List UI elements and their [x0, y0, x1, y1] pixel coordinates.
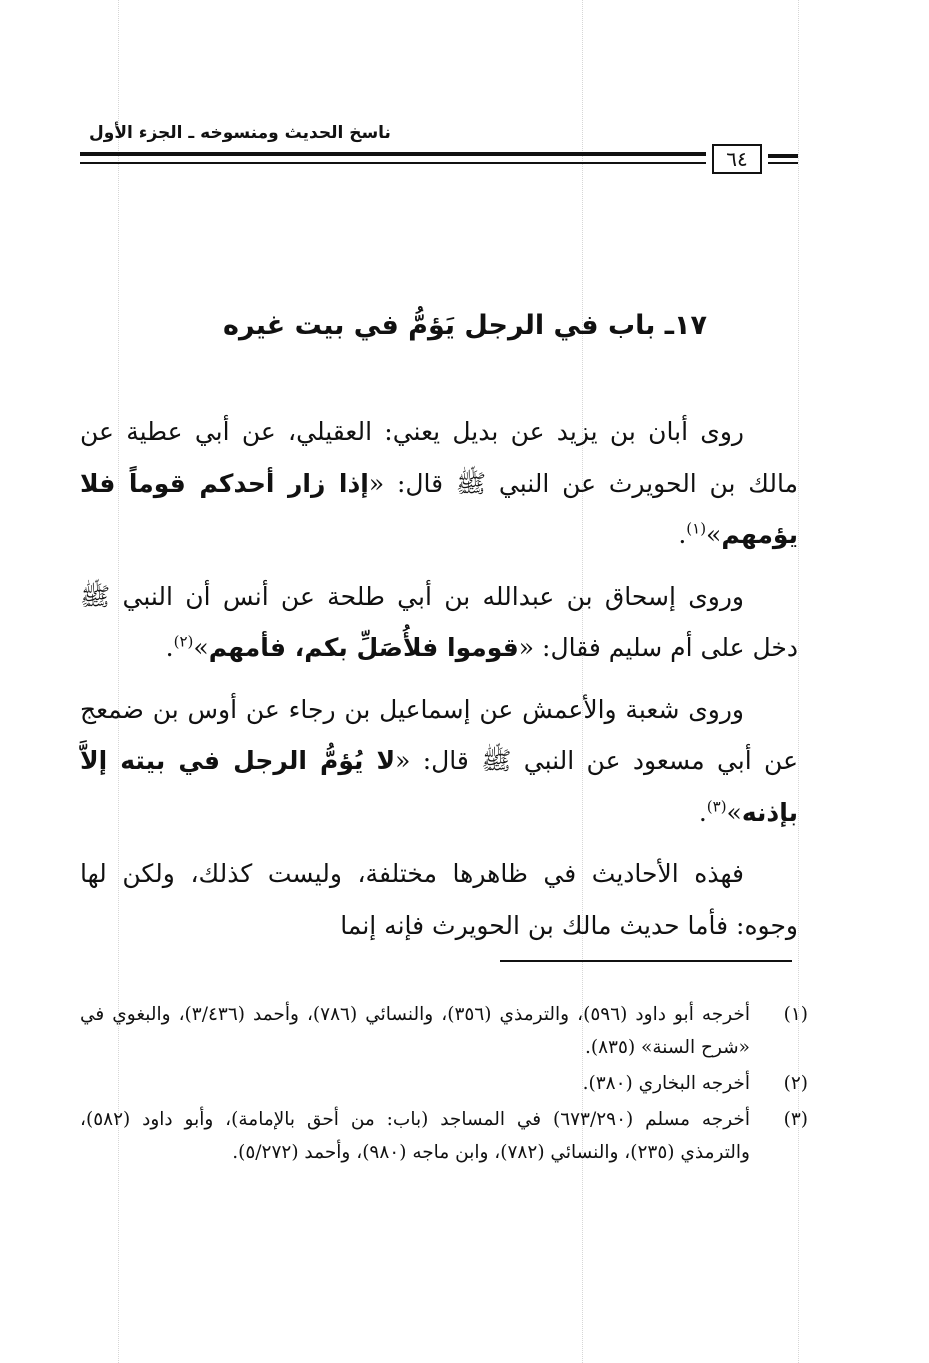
- hadith-text-2: قوموا فلأُصَلِّ بكم، فأمهم: [208, 633, 519, 662]
- hadith-text-3: لا يُؤمُّ الرجل في بيته إلاَّ بإذنه: [80, 746, 798, 827]
- quote-close: »: [193, 633, 209, 662]
- running-title: ناسخ الحديث ومنسوخه ـ الجزء الأول: [89, 123, 391, 143]
- footnote-2: [80, 1067, 808, 1100]
- paragraph-3: [80, 684, 798, 839]
- footnote-text: أخرجه مسلم (٦٧٣/٢٩٠) في المساجد (باب: من أحق بالإمامة)، وأبو داود (٥٨٢)، والترمذي (٢٣٥)، والنسائي (٧٨٢)، وابن ماجه (٩٨٠)، وأحمد (٥/٢٧٢).: [80, 1109, 750, 1163]
- footnote-text: أخرجه أبو داود (٥٩٦)، والترمذي (٣٥٦)، والنسائي (٧٨٦)، وأحمد (٣/٤٣٦)، والبغوي في «شرح السنة» (٨٣٥).: [80, 1004, 751, 1058]
- footnote-ref-3[interactable]: (٣): [706, 797, 727, 816]
- quote-close: »: [726, 797, 742, 827]
- header-rule-thick: [80, 152, 706, 156]
- footnote-separator: [500, 960, 792, 962]
- sentence-end: .: [165, 633, 174, 662]
- header-rule-right-thin: [768, 162, 798, 164]
- footnotes: [80, 998, 808, 1172]
- paragraph-2-intro: وروى إسحاق بن عبدالله بن أبي طلحة عن أنس أن النبي ﷺ دخل على أم سليم فقال: «: [80, 581, 798, 662]
- page-number: ٦٤: [712, 144, 762, 174]
- hadith-text-1: إذا زار أحدكم قوماً فلا يؤمهم: [80, 468, 798, 549]
- sentence-end: .: [698, 797, 707, 827]
- footnote-text: أخرجه البخاري (٣٨٠).: [582, 1073, 750, 1094]
- paragraph-4: فهذه الأحاديث في ظاهرها مختلفة، وليست كذلك، ولكن لها وجوه: فأما حديث مالك بن الحويرث فإنه إنما: [80, 859, 798, 940]
- footnote-number: (٣): [783, 1109, 808, 1130]
- header-rule-thin: [80, 162, 706, 164]
- footnote-number: (٢): [783, 1073, 808, 1094]
- footnote-3: [80, 1103, 808, 1169]
- footnote-number: (١): [783, 1004, 808, 1025]
- body-text: [80, 406, 798, 961]
- chapter-heading: ١٧ـ باب في الرجل يَؤمُّ في بيت غيره: [223, 310, 707, 341]
- header-rule-right: [768, 154, 798, 158]
- paragraph-1-intro: روى أبان بن يزيد عن بديل يعني: العقيلي، عن أبي عطية عن مالك بن الحويرث عن النبي ﷺ قال: «: [80, 417, 798, 498]
- footnote-1: [80, 998, 808, 1064]
- paragraph-3-intro: وروى شعبة والأعمش عن إسماعيل بن رجاء عن أوس بن ضمعج عن أبي مسعود عن النبي ﷺ قال: «: [80, 694, 798, 775]
- footnote-ref-1[interactable]: (١): [686, 519, 707, 538]
- footnote-ref-2[interactable]: (٢): [173, 632, 194, 651]
- quote-close: »: [706, 520, 722, 549]
- paragraph-1: [80, 406, 798, 561]
- sentence-end: .: [678, 520, 687, 549]
- paragraph-2: [80, 571, 798, 674]
